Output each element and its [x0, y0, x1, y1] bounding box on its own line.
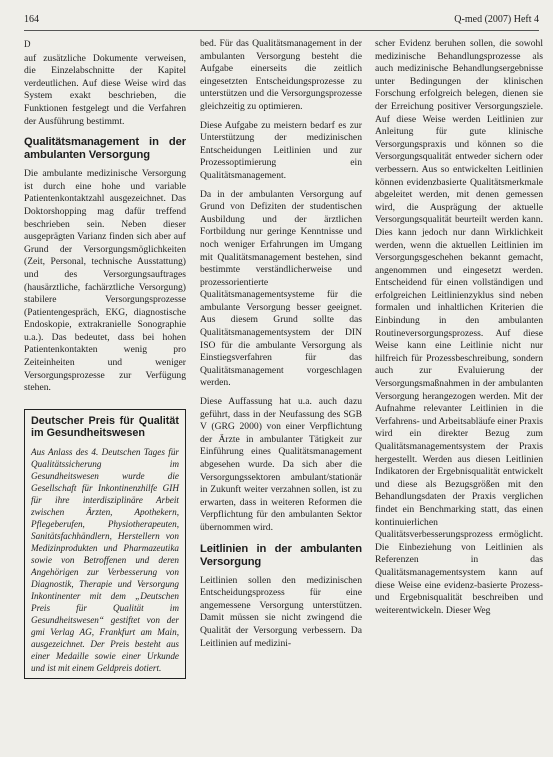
journal-reference: Q-med (2007) Heft 4 [454, 14, 539, 25]
paragraph: Diese Auffassung hat u.a. auch dazu geführt, dass in der Neufassung des SGB V (GRG 2000) von einer Verpflichtung der Ärzte in ambulanter Tätigkeit zur Einführung eines Qualitätsmanagement abgesehen wurde. Da sich aber die Versorgungssektoren ambulant/stationär in Zukunft weiter verzahnen sollen, ist zu erwarten, dass in weiteren Reformen die Verpflichtung für den ambulanten Sektor übernommen wird. [200, 396, 362, 533]
column-2 [200, 38, 362, 656]
section-heading: Qualitätsmanagement in der ambulanten Versorgung [24, 136, 186, 162]
column-1 [24, 38, 186, 679]
paragraph: Da in der ambulanten Versorgung auf Grund von Defiziten der studentischen Ausbildung und der ärztlichen Fortbildung nur geringe Kenntnisse und noch weniger Erfahrungen im Umgang mit Qualitätsmanagement bestehen, sind bestimmte verständlicherweise und prozessorientierte Qualitätsmanagementsysteme für die ambulante Versorgung besser geeignet. Aus diesem Grund sollte das Qualitätsmanagementsystem der DIN ISO für die ambulante Versorgung als Einstiegsverfahren für das Qualitätsmanagement vorgeschlagen werden. [200, 188, 362, 389]
paragraph: Leitlinien sollen den medizinischen Entscheidungsprozess für eine angemessene Versorgung unterstützen. Damit müssen sie nicht zwingend die Qualität der Versorgung verbessern. Da Leitlinien auf medizini- [200, 574, 362, 649]
header-rule [24, 30, 539, 31]
paragraph: Die ambulante medizinische Versorgung ist durch eine hohe und variable Patientenkontaktzahl ausgezeichnet. Das Doktorshopping mag dafür treffend beschrieben sein. Neben dieser ausgeprägten Varianz finden sich aber auf Grund der Versorgungsmöglichkeiten (Zeit, Personal, technische Ausstattung) und des Versorgungsauftrages (hausärztliche, fachärztliche Versorgung) stabilere Versorgungsprozesse (Patientengespräch, EKG, diagnostische Endoskopie, extrakranielle Sonographie u.a.). Das bedeutet, dass bei hohen Patientenkontakten wenig pro Zeiteinheiten und weniger Versorgungsprozesse zur Verfügung stehen. [24, 168, 186, 394]
page-number: 164 [24, 14, 39, 25]
column-3 [375, 38, 543, 623]
paragraph: Diese Aufgabe zu meistern bedarf es zur Unterstützung der medizinischen Entscheidungen Leitlinien und zur Prozessoptimierung ein Qualitätsmanagement. [200, 119, 362, 181]
award-box-text: Aus Anlass des 4. Deutschen Tages für Qualitätssicherung im Gesundheitswesen wurde die Gesellschaft für Inkontinenzhilfe GIH für ihre interdisziplinäre Arbeit zwischen Ärzten, Apothekern, Pflegeberufen, Physiotherapeuten, Sanitätsfachhändlern, Herstellern von Medizinprodukten und Pharmazeutika sowie von Betroffenen und deren Angehörigen zur Verbesserung von Diagnostik, Therapie und Versorgung Inkontinenter mit dem „Deutschen Preis für Qualität im Gesundheitswesen“ gestiftet von der gmi Verlag AG, Frankfurt am Main, ausgezeichnet. Der Preis besteht aus einer Medaille sowie einer Urkunde und ist mit einem Geldpreis dotiert. [31, 446, 179, 673]
section-marker: D [24, 39, 31, 49]
paragraph: scher Evidenz beruhen sollen, die sowohl medizinische Behandlungsprozesse als auch medizinische Behandlungsergebnisse unter Bedingungen der klinischen Forschung erfolgreich belegen, dienen sie der Erreichung positiver Versorgungsziele. Auf diese Weise werden Leitlinien zur Anleitung für gute klinische Versorgungspraxis und können so die Versorgungsqualität entweder sichern oder verbessern. Aus so entwickelten Leitlinien können evidenzbasierte Qualitätsmerkmale abgeleitet werden, mit denen gemessen wird, die Ausprägung der aktuelle Versorgungsqualität beurteilt werden kann. Dies kann jedoch nur dann Wirklichkeit werden, wenn die aktuellen Leitlinien im Versorgungsgeschehen bekannt gemacht, angenommen und eingesetzt werden. Entscheidend für einen vollständigen und erfolgreichen Leitlinienzyklus sind neben formalen und inhaltlichen Kriterien die Einbindung in den ambulanten Routineversorgungsprozess. Auf diese Weise kann eine Leitlinie nicht nur hilfreich für Prozessbeschreibung, sondern auch zur Evaluierung der Versorgungsmaßnahmen in der ambulanten Versorgung herangezogen werden. Mit der Aufnahme relevanter Leitlinien in die Verfahrens- und Arbeitsabläufe einer Praxis wird ein direkter Bezug zum Qualitätsmanagementsystem der Praxis hergestellt. Werden aus diesen Leitlinien Indikatoren der Ergebnisqualität entwickelt und diese als Bezugsgrößen mit den Behandlungsdaten der Praxis verglichen findet ein Benchmarking statt, das einen kontinuierlichen Qualitätsverbesserungsprozess ermöglicht. Die Einbeziehung von Leitlinien als Referenzen in das Qualitätsmanagementsystem kann auf diese Weise eine evidenz-basierte Prozess- und Ergebnisqualität beschreiben und weiterentwickeln. Dieser Weg [375, 38, 543, 616]
section-heading: Leitlinien in der ambulanten Versorgung [200, 542, 362, 568]
page-header [24, 14, 539, 30]
award-box [24, 409, 186, 679]
paragraph: auf zusätzliche Dokumente verweisen, die Einzelabschnitte der Kapitel verdeutlichen. Auf diese Weise wird das System exakt beschrieben, die Funktionen festgelegt und die Verfahren der Ausführung bestimmt. [24, 52, 186, 127]
paragraph: bed. Für das Qualitätsmanagement in der ambulanten Versorgung besteht die Aufgabe einerseits die zeitlich eingesetzten Entscheidungsprozesse zu unterstützen und die Versorgungsprozesse gleichzeitig zu optimieren. [200, 38, 362, 112]
award-box-title: Deutscher Preis für Qualität im Gesundheitswesen [31, 414, 179, 440]
